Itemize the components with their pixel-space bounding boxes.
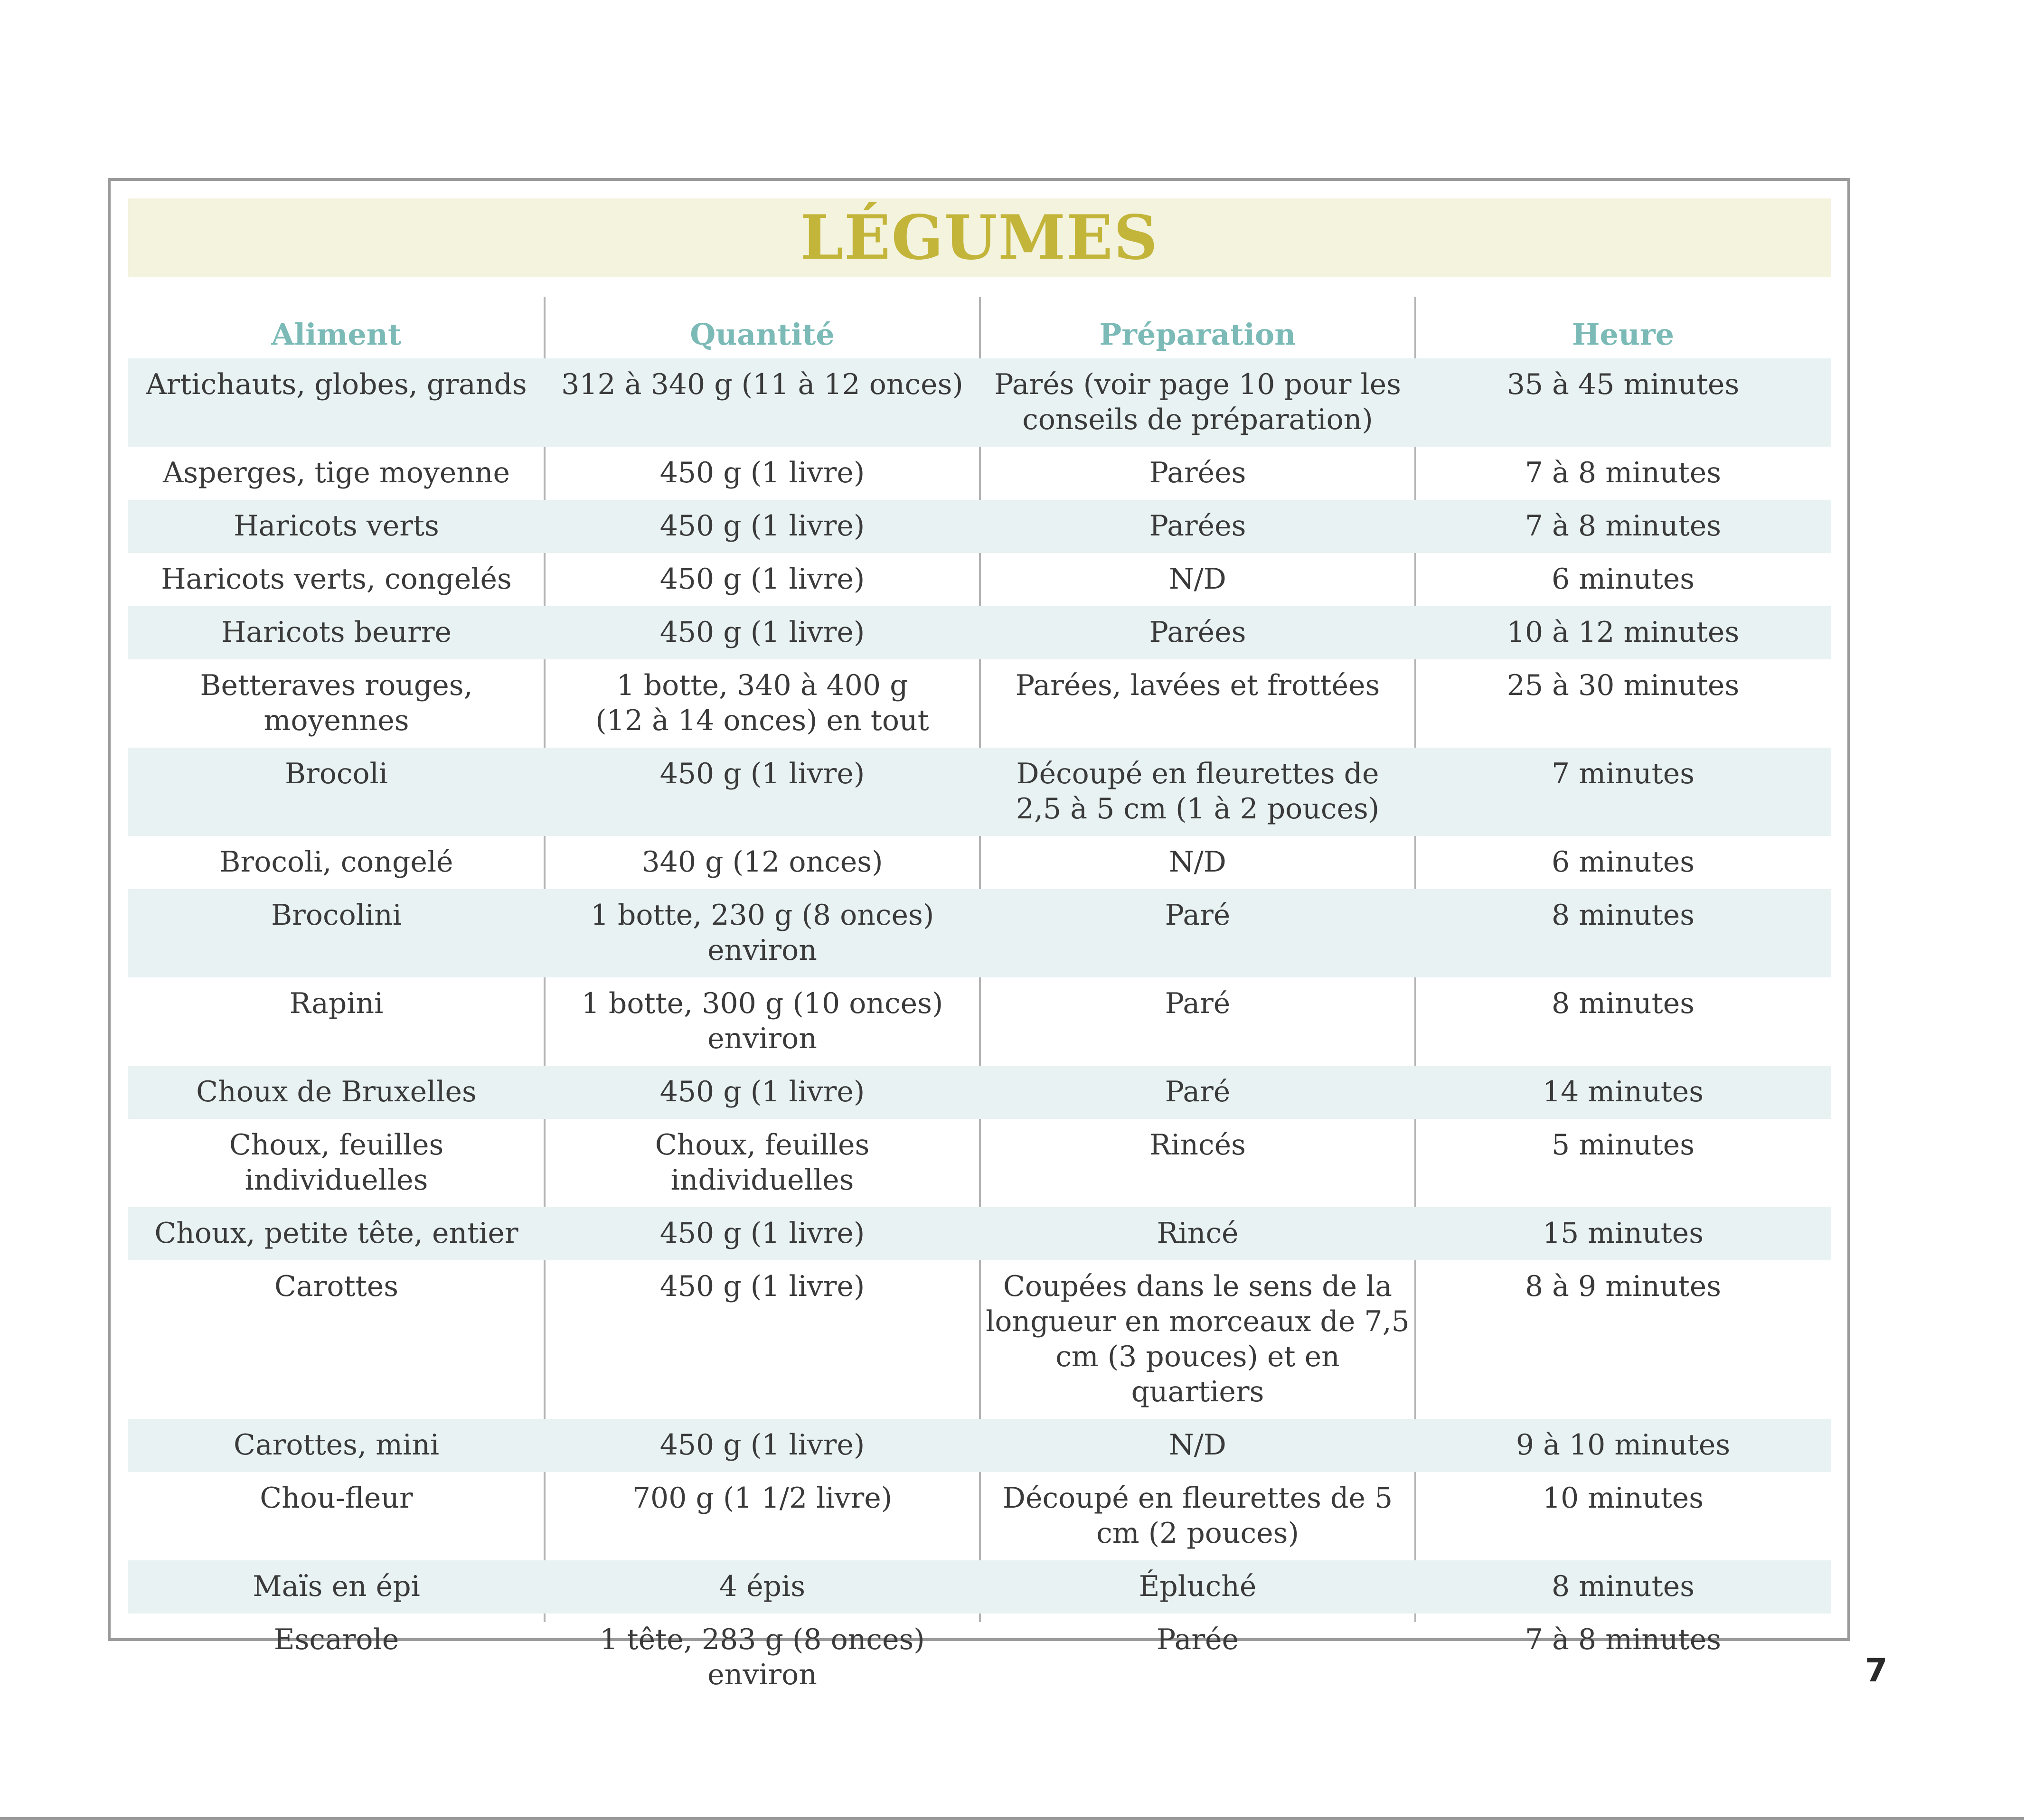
cell-aliment: Choux de Bruxelles: [128, 1066, 545, 1119]
vegetables-table: [128, 304, 1831, 1702]
cell-aliment: Choux, feuilles individuelles: [229, 1128, 444, 1197]
table-row: [128, 1119, 1831, 1207]
cell-quantite: 1 botte, 340 à 400 g (12 à 14 onces) en tout: [595, 669, 929, 737]
column-header-preparation: Préparation: [1099, 317, 1296, 352]
cell-heure: 35 à 45 minutes: [1415, 358, 1831, 447]
cell-heure: 6 minutes: [1551, 845, 1695, 879]
table-row: [128, 836, 1831, 889]
table-row: [128, 500, 1831, 553]
cell-aliment: Chou-fleur: [260, 1482, 413, 1515]
table-row: [128, 977, 1831, 1066]
table-row: [128, 358, 1831, 447]
cell-aliment: Brocoli, congelé: [219, 845, 453, 879]
table-row: [128, 889, 1831, 977]
cell-aliment: Haricots verts, congelés: [161, 563, 512, 596]
cell-preparation: N/D: [1169, 845, 1226, 879]
bottom-divider: [0, 1817, 2024, 1820]
cell-quantite: 450 g (1 livre): [659, 563, 865, 596]
table-row: [128, 1066, 1831, 1119]
cell-quantite: 450 g (1 livre): [659, 1270, 865, 1303]
cell-aliment: Artichauts, globes, grands: [128, 358, 545, 447]
cell-heure: 7 minutes: [1415, 748, 1831, 836]
cell-quantite: 450 g (1 livre): [545, 1066, 980, 1119]
cell-quantite: 450 g (1 livre): [545, 606, 980, 659]
table-row: [128, 1472, 1831, 1560]
cell-heure: 9 à 10 minutes: [1415, 1419, 1831, 1472]
cell-heure: 15 minutes: [1415, 1207, 1831, 1260]
cell-aliment: Choux, petite tête, entier: [128, 1207, 545, 1260]
cell-preparation: Rincés: [1149, 1128, 1246, 1162]
cell-preparation: Coupées dans le sens de la longueur en morceaux de 7,5 cm (3 pouces) et en quartiers: [986, 1270, 1410, 1408]
cell-heure: 25 à 30 minutes: [1506, 669, 1740, 702]
cell-preparation: Épluché: [980, 1560, 1415, 1614]
page-number: 7: [1865, 1652, 1888, 1689]
column-header-aliment: Aliment: [271, 317, 402, 352]
cell-preparation: Parées: [980, 606, 1415, 659]
column-header-heure: Heure: [1572, 317, 1675, 352]
table-row: [128, 1560, 1831, 1614]
cell-aliment: Maïs en épi: [128, 1560, 545, 1614]
cell-heure: 8 minutes: [1415, 889, 1831, 977]
column-header-quantite: Quantité: [690, 317, 835, 352]
table-header-row: [128, 304, 1831, 358]
cell-aliment: Brocoli: [128, 748, 545, 836]
table-row: [128, 447, 1831, 500]
cell-quantite: 450 g (1 livre): [545, 500, 980, 553]
table-row: [128, 606, 1831, 659]
cell-preparation: Découpé en fleurettes de 2,5 à 5 cm (1 à 2 pouces): [980, 748, 1415, 836]
cell-aliment: Haricots beurre: [128, 606, 545, 659]
cell-heure: 7 à 8 minutes: [1525, 456, 1722, 489]
cell-preparation: N/D: [1169, 563, 1226, 596]
cell-aliment: Brocolini: [128, 889, 545, 977]
cell-heure: 5 minutes: [1551, 1128, 1695, 1162]
cell-preparation: Rincé: [980, 1207, 1415, 1260]
page-title: LÉGUMES: [800, 202, 1159, 273]
cell-preparation: Paré: [980, 889, 1415, 977]
table-body: [128, 358, 1831, 1702]
cell-aliment: Asperges, tige moyenne: [162, 456, 510, 489]
cell-aliment: Carottes, mini: [128, 1419, 545, 1472]
table-row: [128, 1419, 1831, 1472]
cell-heure: 8 à 9 minutes: [1525, 1270, 1722, 1303]
table-row: [128, 553, 1831, 606]
table-row: [128, 1207, 1831, 1260]
cell-quantite: Choux, feuilles individuelles: [655, 1128, 870, 1197]
cell-heure: 14 minutes: [1415, 1066, 1831, 1119]
cell-preparation: Parée: [1156, 1623, 1239, 1656]
cell-heure: 7 à 8 minutes: [1415, 500, 1831, 553]
cell-heure: 10 minutes: [1542, 1482, 1704, 1515]
cell-quantite: 450 g (1 livre): [545, 1207, 980, 1260]
cell-quantite: 312 à 340 g (11 à 12 onces): [545, 358, 980, 447]
cell-heure: 7 à 8 minutes: [1525, 1623, 1722, 1656]
cell-quantite: 450 g (1 livre): [545, 1419, 980, 1472]
cell-quantite: 1 tête, 283 g (8 onces) environ: [600, 1623, 925, 1691]
cell-quantite: 1 botte, 230 g (8 onces) environ: [545, 889, 980, 977]
cell-heure: 8 minutes: [1415, 1560, 1831, 1614]
table-row: [128, 1614, 1831, 1702]
cell-quantite: 4 épis: [545, 1560, 980, 1614]
table-row: [128, 748, 1831, 836]
table-row: [128, 659, 1831, 748]
cell-aliment: Haricots verts: [128, 500, 545, 553]
cell-aliment: Carottes: [274, 1270, 398, 1303]
cell-preparation: Parées, lavées et frottées: [1015, 669, 1380, 702]
cell-quantite: 450 g (1 livre): [659, 456, 865, 489]
table-row: [128, 1260, 1831, 1419]
cell-heure: 10 à 12 minutes: [1415, 606, 1831, 659]
cell-heure: 8 minutes: [1551, 987, 1695, 1020]
cell-aliment: Escarole: [273, 1623, 399, 1656]
cell-quantite: 1 botte, 300 g (10 onces) environ: [581, 987, 943, 1055]
cell-heure: 6 minutes: [1551, 563, 1695, 596]
cell-preparation: Parées: [1149, 456, 1246, 489]
cell-preparation: Découpé en fleurettes de 5 cm (2 pouces): [1002, 1482, 1393, 1550]
cell-aliment: Betteraves rouges, moyennes: [200, 669, 473, 737]
cell-quantite: 450 g (1 livre): [545, 748, 980, 836]
cell-preparation: Paré: [980, 1066, 1415, 1119]
cell-preparation: Parées: [980, 500, 1415, 553]
cell-preparation: Parés (voir page 10 pour les conseils de préparation): [980, 358, 1415, 447]
cell-quantite: 700 g (1 1/2 livre): [632, 1482, 893, 1515]
cell-quantite: 340 g (12 onces): [641, 845, 883, 879]
cell-preparation: Paré: [1165, 987, 1231, 1020]
cell-preparation: N/D: [980, 1419, 1415, 1472]
cell-aliment: Rapini: [289, 987, 384, 1020]
title-band: [128, 198, 1831, 277]
